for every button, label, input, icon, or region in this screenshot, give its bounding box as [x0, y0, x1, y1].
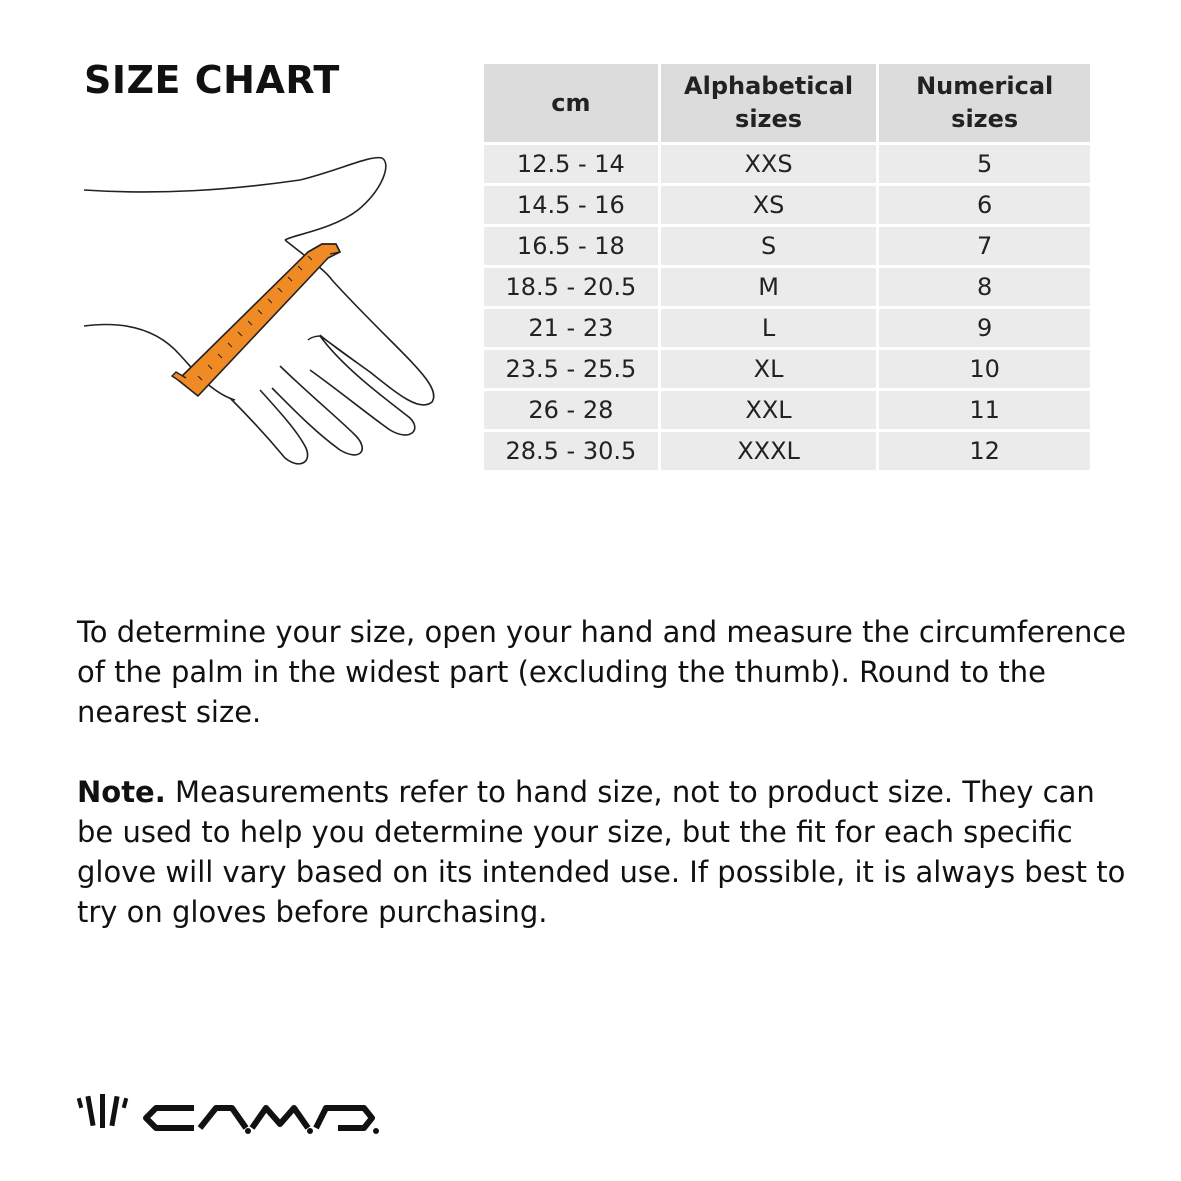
cell-alpha: XXL [661, 391, 877, 429]
table-row [484, 391, 1090, 429]
size-table [481, 61, 1093, 473]
table-row [484, 350, 1090, 388]
cell-num: 7 [879, 227, 1090, 265]
cell-alpha: XXS [661, 145, 877, 183]
cell-alpha: M [661, 268, 877, 306]
header-numerical-sizes: Numerical sizes [879, 64, 1090, 142]
cell-num: 9 [879, 309, 1090, 347]
table-row [484, 268, 1090, 306]
table-row [484, 309, 1090, 347]
cell-cm: 16.5 - 18 [484, 227, 658, 265]
instructions-paragraph: To determine your size, open your hand and measure the circumference of the palm in the widest part (excluding the thumb). Round to the nearest size. [77, 615, 1127, 729]
cell-cm: 18.5 - 20.5 [484, 268, 658, 306]
cell-alpha: XS [661, 186, 877, 224]
camp-logo [76, 1086, 382, 1140]
note-label: Note. [77, 775, 166, 809]
cell-num: 11 [879, 391, 1090, 429]
cell-cm: 12.5 - 14 [484, 145, 658, 183]
hand-measuring-illustration [70, 140, 450, 480]
cell-alpha: S [661, 227, 877, 265]
table-row [484, 186, 1090, 224]
header-alphabetical-sizes: Alphabetical sizes [661, 64, 877, 142]
cell-cm: 14.5 - 16 [484, 186, 658, 224]
cell-cm: 28.5 - 30.5 [484, 432, 658, 470]
cell-alpha: XXXL [661, 432, 877, 470]
table-row [484, 145, 1090, 183]
cell-num: 10 [879, 350, 1090, 388]
header-cm: cm [484, 64, 658, 142]
cell-alpha: L [661, 309, 877, 347]
cell-alpha: XL [661, 350, 877, 388]
cell-cm: 23.5 - 25.5 [484, 350, 658, 388]
table-row [484, 432, 1090, 470]
cell-num: 8 [879, 268, 1090, 306]
cell-num: 12 [879, 432, 1090, 470]
cell-num: 6 [879, 186, 1090, 224]
table-header-row [484, 64, 1090, 142]
table-row [484, 227, 1090, 265]
cell-cm: 21 - 23 [484, 309, 658, 347]
cell-cm: 26 - 28 [484, 391, 658, 429]
note-text: Measurements refer to hand size, not to product size. They can be used to help you determine your size, but the fit for each specific glove will vary based on its intended use. If possible, it is always best to try on gloves before purchasing. [77, 775, 1126, 929]
note-paragraph [77, 772, 1137, 932]
page-title: SIZE CHART [84, 58, 340, 102]
cell-num: 5 [879, 145, 1090, 183]
